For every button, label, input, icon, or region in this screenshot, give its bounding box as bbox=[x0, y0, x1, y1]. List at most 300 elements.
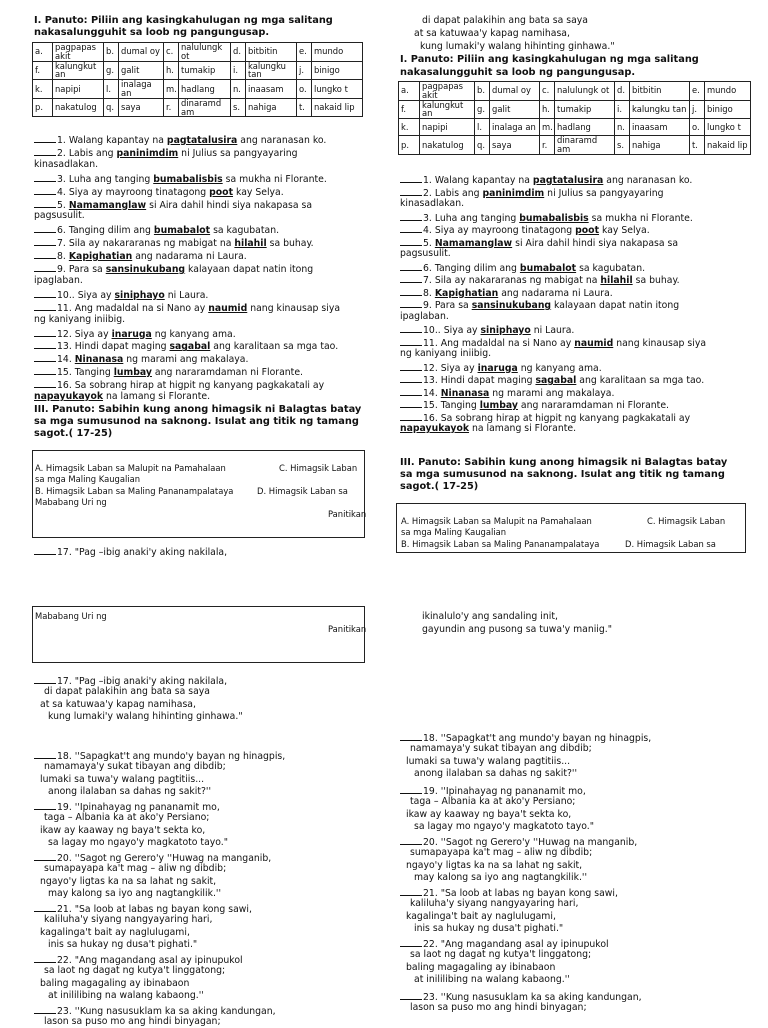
stanza-line bbox=[40, 699, 196, 711]
stanza-text: inis sa hukay ng dusa't pighati." bbox=[414, 922, 564, 934]
item-text: ng kaniyang iniibig. bbox=[400, 348, 492, 359]
test-item bbox=[34, 327, 236, 341]
stanza-text: namamaya'y sukat tibayan ang dibdib; bbox=[44, 761, 226, 773]
option-letter: g. bbox=[475, 100, 490, 119]
item-text: kinasadlakan. bbox=[34, 158, 99, 170]
underlined-word: lumbay bbox=[479, 400, 518, 411]
answer-blank bbox=[34, 146, 56, 156]
option-word: napipi bbox=[53, 80, 104, 99]
stanza-line bbox=[44, 761, 226, 773]
answer-blank bbox=[400, 990, 422, 1000]
test-item-right bbox=[400, 198, 464, 210]
item-text: Ang madaldal na si Nano ay bbox=[440, 337, 575, 349]
options-row bbox=[399, 100, 751, 119]
stanza-line bbox=[48, 939, 197, 951]
stanza-text: 23. ''Kung nasusuklam ka sa aking kandungan, bbox=[57, 1006, 276, 1017]
underlined-word: siniphayo bbox=[114, 289, 165, 301]
option-word: kalungkut an bbox=[53, 61, 104, 80]
test-item bbox=[34, 236, 314, 250]
underlined-word: poot bbox=[575, 225, 600, 236]
answer-blank bbox=[400, 298, 422, 308]
stanza-text: at inililibing na walang kabaong.'' bbox=[414, 973, 570, 985]
underlined-word: inaruga bbox=[477, 362, 518, 374]
option-letter: t. bbox=[297, 98, 312, 117]
test3-header-2: sa mga sumusunod na saknong. Isulat ang titik ng tamang bbox=[34, 416, 359, 427]
option-letter: l. bbox=[104, 80, 119, 99]
answer-blank bbox=[400, 223, 422, 233]
options-row bbox=[33, 98, 363, 117]
option-word: kalungku tan bbox=[246, 61, 297, 80]
option-letter: c. bbox=[540, 82, 555, 101]
stanza-line bbox=[44, 812, 209, 824]
item-text: Sila ay nakararanas ng mabigat na bbox=[68, 238, 235, 250]
options-row bbox=[399, 82, 751, 101]
choice-d-cont-bottom: Mababang Uri ng bbox=[35, 611, 107, 621]
stanza-line bbox=[406, 860, 582, 872]
item-text: Tanging dilim ang bbox=[68, 225, 154, 237]
item-text: sa mukha ni Florante. bbox=[588, 212, 693, 224]
item-text: sa buhay. bbox=[632, 275, 680, 286]
option-letter: r. bbox=[540, 136, 555, 155]
underlined-word: naumid bbox=[208, 302, 248, 314]
option-letter: j. bbox=[297, 61, 312, 80]
answer-blank bbox=[34, 800, 56, 810]
test-item-right bbox=[400, 311, 449, 323]
stanza-text: ikaw ay kaaway ng baya't sekta ko, bbox=[40, 824, 206, 836]
item-text: ang naranasan ko. bbox=[237, 135, 327, 146]
item-text: pagsusulit. bbox=[400, 248, 451, 259]
underlined-word: poot bbox=[209, 186, 234, 198]
item-text: kalayaan dapat natin itong bbox=[551, 300, 680, 311]
underlined-word: naumid bbox=[574, 337, 614, 349]
option-letter: g. bbox=[104, 61, 119, 80]
stanza-text: 22. "Ang magandang asal ay ipinupukol bbox=[423, 939, 609, 950]
answer-blank bbox=[34, 378, 56, 388]
option-word: nahiga bbox=[246, 98, 297, 117]
item-text: ng marami ang makalaya. bbox=[489, 387, 615, 399]
stanza-line bbox=[414, 821, 594, 833]
option-word: mundo bbox=[705, 82, 751, 101]
item-text: sa buhay. bbox=[266, 238, 314, 250]
test-item bbox=[34, 262, 313, 276]
underlined-word: sansinukubang bbox=[105, 264, 186, 275]
test1-header-right-2: nakasalungguhit sa loob ng pangungusap. bbox=[400, 67, 636, 78]
answer-blank bbox=[34, 339, 56, 349]
item-number: 13. bbox=[57, 341, 72, 353]
item-text: kalayaan dapat natin itong bbox=[185, 264, 314, 275]
option-word: tumakip bbox=[179, 61, 231, 80]
test-item bbox=[34, 391, 210, 403]
item-text: sa mukha ni Florante. bbox=[222, 173, 327, 185]
underlined-word: Kapighatian bbox=[68, 251, 133, 263]
test1-header-right: I. Panuto: Piliin ang kasingkahulugan ng mga salitang bbox=[400, 54, 699, 65]
underlined-word: napayukayok bbox=[34, 391, 104, 402]
item-text: Siya ay mayroong tinatagong bbox=[68, 186, 210, 198]
item-number: 11. bbox=[57, 302, 72, 314]
underlined-word: siniphayo bbox=[480, 325, 531, 336]
item-text: Siya ay bbox=[443, 325, 481, 336]
item-text: ng kanyang ama. bbox=[517, 362, 602, 374]
answer-blank bbox=[34, 288, 56, 298]
stanza-text: 19. ''Ipinahayag ng pananamit mo, bbox=[423, 786, 586, 797]
option-letter: r. bbox=[164, 98, 179, 117]
item-text: ang nadarama ni Laura. bbox=[132, 251, 247, 263]
item-number: 8. bbox=[57, 251, 66, 263]
item-text: sa kagubatan. bbox=[210, 225, 280, 237]
item-text: Hindi dapat maging bbox=[74, 341, 170, 353]
choice-d-right: D. Himagsik Laban sa bbox=[625, 539, 716, 549]
stanza-17-cont-2: at sa katuwaa'y kapag namihasa, bbox=[414, 28, 570, 39]
option-word: saya bbox=[490, 136, 540, 155]
answer-blank bbox=[34, 185, 56, 195]
item-text: ng marami ang makalaya. bbox=[123, 354, 249, 366]
item-text: kay Selya. bbox=[599, 225, 650, 236]
answer-blank bbox=[400, 835, 422, 845]
item-text: ni Julius sa pangyayaring bbox=[544, 187, 664, 199]
option-word: binigo bbox=[705, 100, 751, 119]
test-item bbox=[34, 185, 284, 199]
test-item bbox=[34, 365, 303, 379]
option-letter: k. bbox=[399, 119, 420, 136]
stanza-text: taga – Albania ka at ako'y Persiano; bbox=[44, 812, 210, 824]
item-text: ipaglaban. bbox=[34, 274, 83, 286]
item-number: 7. bbox=[423, 275, 432, 286]
stanza-text: kung lumaki'y walang hihinting ginhawa." bbox=[48, 710, 243, 722]
answer-blank bbox=[34, 352, 56, 362]
stanza-text: sa laot ng dagat ng kutya't linggatong; bbox=[44, 965, 226, 977]
test-item bbox=[34, 172, 327, 186]
option-letter: d. bbox=[231, 43, 246, 62]
answer-blank bbox=[400, 211, 422, 221]
option-letter: l. bbox=[475, 119, 490, 136]
item-text: Siya ay bbox=[77, 289, 115, 301]
stanza-text: 23. ''Kung nasusuklam ka sa aking kandungan, bbox=[423, 992, 642, 1003]
option-letter: e. bbox=[690, 82, 705, 101]
underlined-word: pagtatalusira bbox=[166, 135, 238, 146]
stanza-text: kagalinga't bait ay naglulugami, bbox=[40, 926, 190, 938]
choice-c: C. Himagsik Laban bbox=[279, 463, 358, 473]
item-text: Labis ang bbox=[434, 187, 483, 199]
option-word: hadlang bbox=[555, 119, 615, 136]
test-item bbox=[34, 249, 247, 263]
item-text: na lamang si Florante. bbox=[469, 423, 577, 434]
stanza-line bbox=[40, 774, 204, 786]
item-text: kinasadlakan. bbox=[400, 198, 465, 209]
stanza-text: anong ilalaban sa dahas ng sakit?'' bbox=[414, 767, 578, 779]
choice-a-cont: sa mga Maling Kaugalian bbox=[35, 474, 141, 484]
item-text: nang kinausap siya bbox=[247, 302, 341, 314]
item-text: Walang kapantay na bbox=[68, 135, 167, 146]
stanza-line bbox=[406, 962, 555, 974]
answer-blank bbox=[400, 386, 422, 396]
stanza-line bbox=[48, 990, 204, 1002]
choice-c-right: C. Himagsik Laban bbox=[647, 516, 726, 526]
item-number: 14. bbox=[57, 354, 72, 366]
stanza-line bbox=[414, 872, 587, 884]
test3-header-right-2: sa mga sumusunod na saknong. Isulat ang titik ng tamang bbox=[400, 469, 725, 480]
stanza-line bbox=[40, 927, 190, 939]
item-text: ni Laura. bbox=[164, 289, 209, 301]
item-text: si Aira dahil hindi siya nakapasa sa bbox=[146, 199, 313, 211]
option-letter: m. bbox=[164, 80, 179, 99]
test-item-right bbox=[400, 423, 576, 435]
extra-line-2: gayundin ang pusong sa tuwa'y maniig." bbox=[422, 624, 613, 635]
option-letter: a. bbox=[399, 82, 420, 101]
option-word: saya bbox=[119, 98, 164, 117]
item-number: 10.. bbox=[57, 289, 75, 301]
stanza-text: 20. ''Sagot ng Gerero'y ''Huwag na manganib, bbox=[423, 837, 638, 848]
item-text: ang karalitaan sa mga tao. bbox=[210, 341, 339, 353]
stanza-text: 17. "Pag –ibig anaki'y aking nakilala, bbox=[57, 676, 228, 687]
option-word: tumakip bbox=[555, 100, 615, 119]
stanza-line bbox=[40, 825, 205, 837]
item-number: 14. bbox=[423, 387, 438, 399]
item-number: 2. bbox=[57, 147, 66, 159]
answer-blank bbox=[400, 886, 422, 896]
option-letter: o. bbox=[690, 119, 705, 136]
item-text: Luha ang tanging bbox=[68, 173, 154, 185]
option-letter: n. bbox=[231, 80, 246, 99]
answer-blank bbox=[400, 373, 422, 383]
test3-header-right-3: sagot.( 17-25) bbox=[400, 481, 479, 492]
item-text: Hindi dapat maging bbox=[440, 375, 536, 386]
option-word: nakaid lip bbox=[705, 136, 751, 155]
test-item bbox=[34, 339, 338, 353]
stanza-text: sa laot ng dagat ng kutya't linggatong; bbox=[410, 949, 592, 961]
item-text: si Aira dahil hindi siya nakapasa sa bbox=[512, 237, 679, 249]
answer-blank bbox=[34, 674, 56, 684]
option-word: bitbitin bbox=[246, 43, 297, 62]
test-item bbox=[34, 223, 279, 237]
option-letter: s. bbox=[231, 98, 246, 117]
stanza-text: ngayo'y ligtas ka na sa lahat ng sakit, bbox=[40, 875, 217, 887]
item-text: ni Julius sa pangyayaring bbox=[178, 147, 298, 159]
stanza-text: ngayo'y ligtas ka na sa lahat ng sakit, bbox=[406, 859, 583, 871]
option-letter: f. bbox=[33, 61, 53, 80]
stanza-17-cont-3: kung lumaki'y walang hihinting ginhawa." bbox=[420, 41, 615, 52]
underlined-word: Ninanasa bbox=[440, 387, 490, 399]
option-letter: j. bbox=[690, 100, 705, 119]
option-word: nalulungk ot bbox=[555, 82, 615, 101]
underlined-word: napayukayok bbox=[400, 423, 470, 434]
option-word: nakatulog bbox=[420, 136, 475, 155]
option-letter: f. bbox=[399, 100, 420, 119]
option-letter: h. bbox=[540, 100, 555, 119]
test3-header-3: sagot.( 17-25) bbox=[34, 428, 113, 439]
stanza-line bbox=[48, 837, 228, 849]
stanza-text: di dapat palakihin ang bata sa saya bbox=[44, 686, 210, 698]
choices-box-bottom bbox=[32, 606, 365, 663]
stanza-line bbox=[414, 923, 563, 935]
option-word: inalaga an bbox=[119, 80, 164, 99]
item-text: Walang kapantay na bbox=[434, 175, 533, 186]
option-word: lungko t bbox=[705, 119, 751, 136]
stanza-line bbox=[410, 743, 592, 755]
choice-d: D. Himagsik Laban sa bbox=[257, 486, 348, 496]
option-word: dumal oy bbox=[119, 43, 164, 62]
item-number: 12. bbox=[57, 328, 72, 340]
underlined-word: paninimdim bbox=[482, 187, 545, 199]
test-item bbox=[34, 314, 125, 326]
item-number: 11. bbox=[423, 337, 438, 349]
item-number: 9. bbox=[57, 264, 66, 275]
stanza-line bbox=[44, 914, 212, 926]
choices-box-right bbox=[396, 503, 746, 553]
stanza-text: kagalinga't bait ay naglulugami, bbox=[406, 910, 556, 922]
item-text: Para sa bbox=[434, 300, 472, 311]
option-word: pagpapas akit bbox=[53, 43, 104, 62]
stanza-text: at inililibing na walang kabaong.'' bbox=[48, 989, 204, 1001]
stanza-text: lason sa puso mo ang hindi binyagan; bbox=[410, 1002, 587, 1014]
item-number: 16. bbox=[57, 380, 72, 392]
item-number: 6. bbox=[57, 225, 66, 237]
underlined-word: bumabalisbis bbox=[519, 212, 589, 224]
option-letter: q. bbox=[475, 136, 490, 155]
option-letter: k. bbox=[33, 80, 53, 99]
answer-blank bbox=[400, 323, 422, 333]
test-item bbox=[34, 146, 298, 160]
option-letter: n. bbox=[615, 119, 630, 136]
answer-blank bbox=[400, 273, 422, 283]
item-text: Tanging dilim ang bbox=[434, 262, 520, 274]
choice-a: A. Himagsik Laban sa Malupit na Pamahalaan bbox=[35, 463, 226, 473]
stanza-text: ikaw ay kaaway ng baya't sekta ko, bbox=[406, 808, 572, 820]
options-table-right bbox=[398, 81, 751, 155]
underlined-word: sansinukubang bbox=[471, 300, 552, 311]
stanza-line bbox=[406, 911, 556, 923]
item-number: 8. bbox=[423, 287, 432, 299]
stanza-line bbox=[48, 888, 221, 900]
item-text: Sila ay nakararanas ng mabigat na bbox=[434, 275, 601, 286]
test-item bbox=[34, 301, 340, 315]
choice-a-cont-right: sa mga Maling Kaugalian bbox=[401, 527, 507, 537]
answer-blank bbox=[34, 851, 56, 861]
stanza-text: taga – Albania ka at ako'y Persiano; bbox=[410, 796, 576, 808]
option-letter: m. bbox=[540, 119, 555, 136]
option-letter: b. bbox=[475, 82, 490, 101]
option-word: hadlang bbox=[179, 80, 231, 99]
option-word: nakatulog bbox=[53, 98, 104, 117]
underlined-word: Kapighatian bbox=[434, 287, 499, 299]
answer-blank bbox=[400, 937, 422, 947]
underlined-word: hilahil bbox=[234, 238, 267, 250]
item-text: ng kaniyang iniibig. bbox=[34, 313, 126, 325]
option-word: lungko t bbox=[312, 80, 363, 99]
stanza-text: sa lagay mo ngayo'y magkatoto tayo." bbox=[414, 820, 595, 832]
option-word: dumal oy bbox=[490, 82, 540, 101]
stanza-text: namamaya'y sukat tibayan ang dibdib; bbox=[410, 743, 592, 755]
item-number: 15. bbox=[57, 367, 72, 379]
test-item bbox=[34, 198, 312, 212]
answer-blank bbox=[34, 223, 56, 233]
stanza-text: baling magagaling ay ibinabaon bbox=[40, 977, 190, 989]
stanza-line bbox=[414, 768, 577, 780]
stanza-line bbox=[410, 949, 591, 961]
answer-blank bbox=[34, 236, 56, 246]
item-text: Tanging bbox=[440, 400, 480, 411]
answer-blank bbox=[34, 262, 56, 272]
stanza-17-cont-1: di dapat palakihin ang bata sa saya bbox=[422, 15, 588, 26]
choices-box bbox=[32, 450, 365, 538]
option-word: inaasam bbox=[246, 80, 297, 99]
answer-blank bbox=[34, 1004, 56, 1014]
test-item-right bbox=[400, 248, 451, 260]
item-number: 9. bbox=[423, 300, 432, 311]
stanza-line bbox=[44, 686, 210, 698]
stanza-line bbox=[406, 809, 571, 821]
choice-d-cont2: Panitikan bbox=[328, 509, 367, 519]
answer-blank bbox=[400, 186, 422, 196]
underlined-word: paninimdim bbox=[116, 147, 179, 159]
option-word: bitbitin bbox=[630, 82, 690, 101]
stanza-text: 20. ''Sagot ng Gerero'y ''Huwag na manganib, bbox=[57, 853, 272, 864]
answer-blank bbox=[34, 133, 56, 143]
underlined-word: bumabalisbis bbox=[153, 173, 223, 185]
stanza-text: anong ilalaban sa dahas ng sakit?'' bbox=[48, 785, 212, 797]
test-item bbox=[34, 275, 83, 287]
option-word: dinaramd am bbox=[179, 98, 231, 117]
option-word: galit bbox=[119, 61, 164, 80]
underlined-word: sagabal bbox=[169, 341, 211, 353]
test3-header: III. Panuto: Sabihin kung anong himagsik ni Balagtas batay bbox=[34, 404, 362, 415]
stanza-text: sa lagay mo ngayo'y magkatoto tayo." bbox=[48, 836, 229, 848]
option-word: inaasam bbox=[630, 119, 690, 136]
item-number: 7. bbox=[57, 238, 66, 250]
stanza-line bbox=[44, 965, 225, 977]
answer-blank bbox=[400, 261, 422, 271]
stanza-line bbox=[44, 863, 226, 875]
stanza-line bbox=[410, 847, 592, 859]
item-number: 2. bbox=[423, 187, 432, 199]
test-item bbox=[34, 378, 324, 392]
item-text: Siya ay bbox=[74, 328, 112, 340]
item-number: 1. bbox=[423, 175, 432, 186]
item-text: ang nararamdaman ni Florante. bbox=[151, 367, 304, 379]
stanza-17-first: 17. "Pag –ibig anaki'y aking nakilala, bbox=[34, 545, 227, 559]
answer-blank bbox=[34, 902, 56, 912]
answer-blank bbox=[34, 749, 56, 759]
stanza-text: 18. ''Sapagkat't ang mundo'y bayan ng hinagpis, bbox=[423, 733, 652, 744]
option-word: binigo bbox=[312, 61, 363, 80]
stanza-text: lason sa puso mo ang hindi binyagan; bbox=[44, 1016, 221, 1028]
stanza-line bbox=[406, 756, 570, 768]
item-text: Ang madaldal na si Nano ay bbox=[74, 302, 209, 314]
item-text: ang naranasan ko. bbox=[603, 175, 693, 186]
stanza-line bbox=[410, 1002, 587, 1014]
answer-blank bbox=[400, 398, 422, 408]
option-word: nalulungk ot bbox=[179, 43, 231, 62]
options-row bbox=[33, 61, 363, 80]
item-number: 15. bbox=[423, 400, 438, 411]
options-table bbox=[32, 42, 363, 117]
stanza-line bbox=[414, 974, 570, 986]
item-text: Siya ay bbox=[440, 362, 478, 374]
stanza-text: sumapayapa ka't mag – aliw ng dibdib; bbox=[410, 847, 593, 859]
item-number: 10.. bbox=[423, 325, 441, 336]
item-number: 3. bbox=[57, 173, 66, 185]
option-letter: b. bbox=[104, 43, 119, 62]
test-item bbox=[34, 352, 248, 366]
item-text: ng kanyang ama. bbox=[151, 328, 236, 340]
stanza-text: 22. "Ang magandang asal ay ipinupukol bbox=[57, 955, 243, 966]
item-text: na lamang si Florante. bbox=[103, 391, 211, 402]
options-row bbox=[399, 119, 751, 136]
underlined-word: hilahil bbox=[600, 275, 633, 286]
option-letter: o. bbox=[297, 80, 312, 99]
option-word: nakaid lip bbox=[312, 98, 363, 117]
option-word: kalungkut an bbox=[420, 100, 475, 119]
answer-blank bbox=[400, 784, 422, 794]
